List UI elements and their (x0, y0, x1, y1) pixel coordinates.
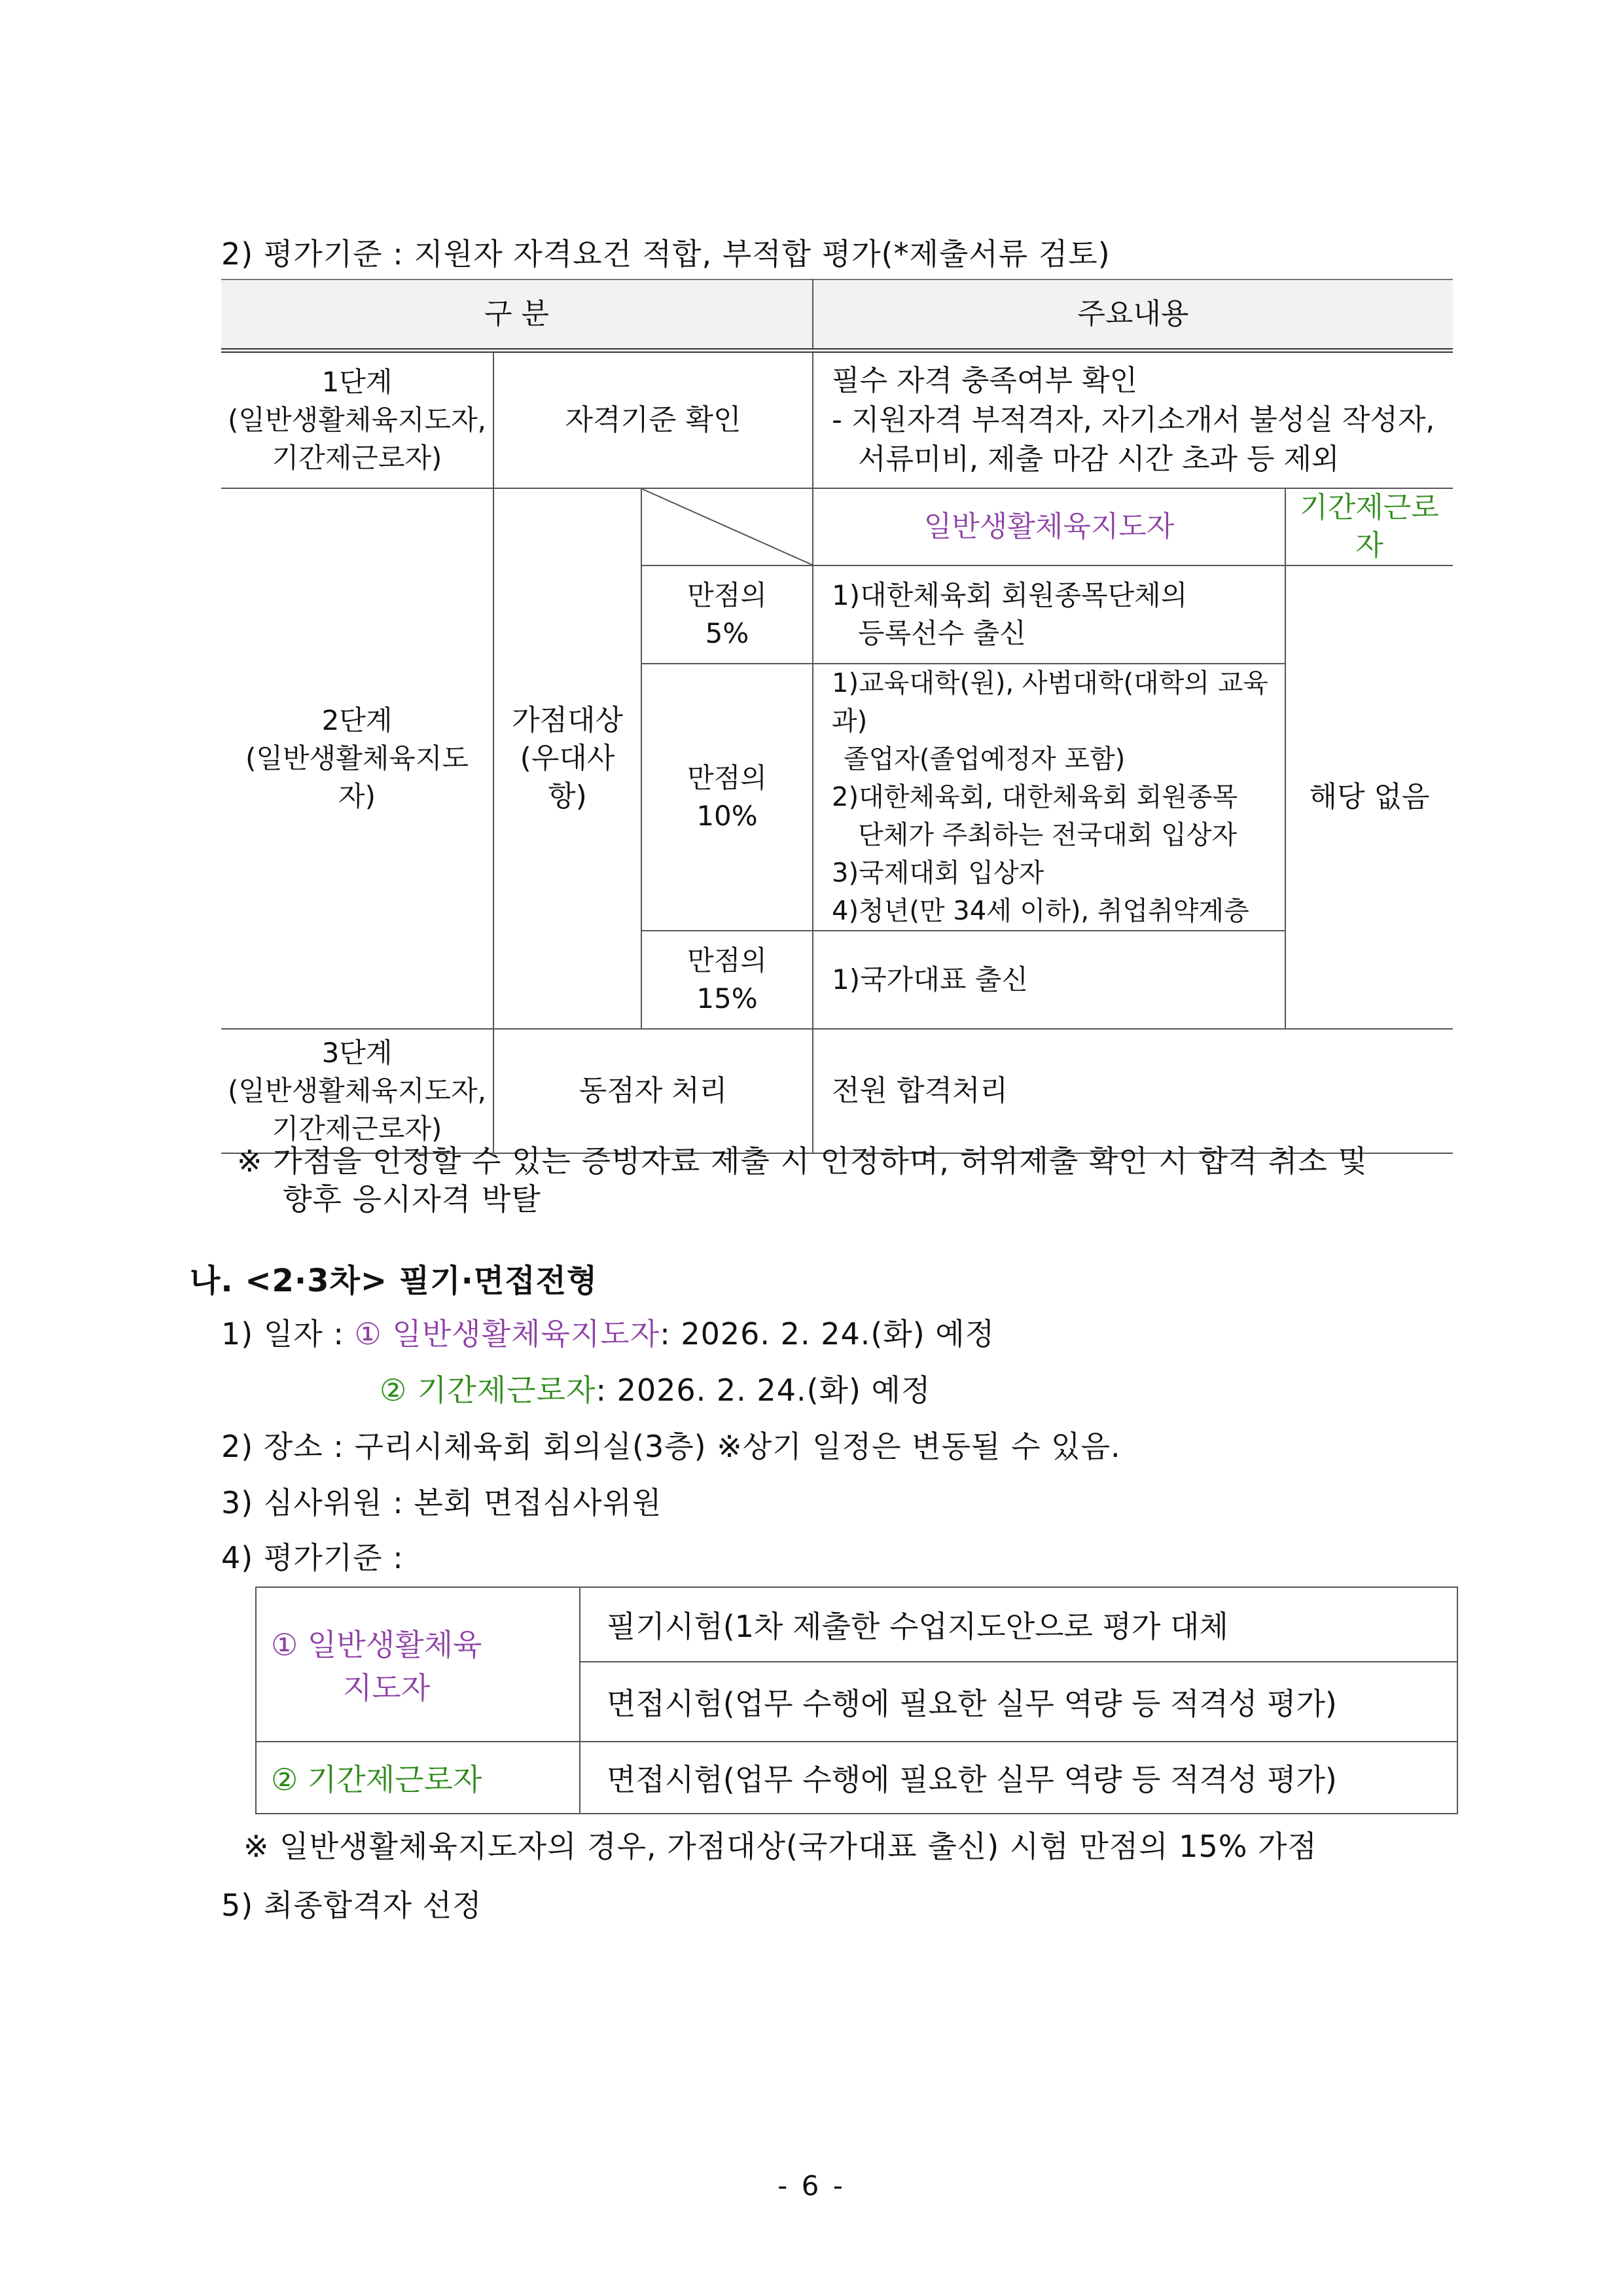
stage1-title: 1단계 (321, 365, 393, 398)
score-10-item3: 2)대한체육회, 대한체육회 회원종목 (832, 781, 1238, 812)
date-item (221, 1310, 995, 1354)
note1-line1: ※ 가점을 인정할 수 있는 증빙자료 제출 시 인정하며, 허위제출 확인 시 합격 취소 및 (237, 1143, 1368, 1179)
score-10-line2: 10% (696, 799, 758, 832)
score-10-line1: 만점의 (687, 761, 767, 794)
score-15-line1: 만점의 (687, 944, 767, 977)
diagonal-cell (641, 488, 813, 565)
stage1-label (221, 351, 493, 488)
stage2-category-line2: (우대사항) (520, 741, 615, 813)
score-5-line2: 5% (705, 617, 749, 649)
contract-label: ② 기간제근로자 (256, 1742, 580, 1814)
score-5-line1: 만점의 (687, 579, 767, 611)
score-10-item1: 1)교육대학(원), 사범대학(대학의 교육과) (832, 668, 1268, 736)
interview-test-instructor: 면접시험(업무 수행에 필요한 실무 역량 등 적격성 평가) (580, 1662, 1457, 1742)
date-contract-value: : 2026. 2. 24.(화) 예정 (596, 1372, 931, 1408)
final-selection-item: 5) 최종합격자 선정 (221, 1888, 482, 1923)
contract-row (256, 1742, 1457, 1814)
place-item: 2) 장소 : 구리시체육회 회의실(3층) ※상기 일정은 변동될 수 있음. (221, 1429, 1121, 1464)
score-15-content (813, 931, 1285, 1029)
stage3-content: 전원 합격처리 (813, 1029, 1453, 1153)
stage3-title: 3단계 (321, 1036, 393, 1069)
contract-value: 해당 없음 (1285, 565, 1453, 1029)
score-10-item4: 단체가 주최하는 전국대회 입상자 (858, 819, 1238, 850)
stage2-title: 2단계 (321, 704, 393, 736)
date-item-contract (380, 1367, 931, 1410)
stage1-sub1: (일반생활체육지도자, (228, 403, 486, 436)
score-10-item6: 4)청년(만 34세 이하), 취업취약계층 (832, 895, 1249, 926)
instructor-label-line2: 지도자 (343, 1670, 431, 1706)
stage3-sub1: (일반생활체육지도자, (228, 1074, 486, 1107)
header-category: 구 분 (221, 279, 813, 351)
stage1-category: 자격기준 확인 (493, 351, 813, 488)
score-15-item1: 1)국가대표 출신 (832, 963, 1028, 996)
stage2-label (221, 488, 493, 1029)
stage1-content (813, 351, 1453, 488)
stage1-row (221, 351, 1453, 488)
instructor-label (256, 1587, 580, 1742)
criteria-item: 4) 평가기준 : (221, 1540, 404, 1575)
score-10-item5: 3)국제대회 입상자 (832, 857, 1044, 888)
stage1-line2: - 지원자격 부적격자, 자기소개서 불성실 작성자, (832, 403, 1435, 437)
score-10-label (641, 664, 813, 931)
col-instructor: 일반생활체육지도자 (813, 488, 1285, 565)
date-prefix: 1) 일자 : (221, 1316, 355, 1352)
note1-line2: 향후 응시자격 박탈 (283, 1181, 541, 1217)
date-contract-label: ② 기간제근로자 (380, 1372, 596, 1408)
stage3-row (221, 1029, 1453, 1153)
written-test: 필기시험(1차 제출한 수업지도안으로 평가 대체 (580, 1587, 1457, 1662)
stage2-col-header-row (221, 488, 1453, 565)
stage1-line1: 필수 자격 충족여부 확인 (832, 363, 1137, 397)
score-10-content (813, 664, 1285, 931)
interview-test-contract: 면접시험(업무 수행에 필요한 실무 역량 등 적격성 평가) (580, 1742, 1457, 1814)
date-instructor-label: ① 일반생활체육지도자 (354, 1316, 660, 1352)
header-content: 주요내용 (813, 279, 1453, 351)
score-5-item1: 1)대한체육회 회원종목단체의 (832, 579, 1188, 611)
instructor-row-1 (256, 1587, 1457, 1662)
date-instructor-value: : 2026. 2. 24.(화) 예정 (660, 1316, 995, 1352)
score-10-item2: 졸업자(졸업예정자 포함) (844, 744, 1126, 774)
score-15-label (641, 931, 813, 1029)
stage3-category: 동점자 처리 (493, 1029, 813, 1153)
score-5-content (813, 565, 1285, 664)
stage2-category-line1: 가점대상 (511, 703, 623, 737)
score-5-label (641, 565, 813, 664)
stage2-category (493, 488, 641, 1029)
interview-table (255, 1587, 1458, 1814)
section-na-heading: 나. <2·3차> 필기·면접전형 (190, 1263, 598, 1299)
stage1-sub2: 기간제근로자) (272, 441, 442, 474)
col-contract: 기간제근로자 (1285, 488, 1453, 565)
stage3-label (221, 1029, 493, 1153)
instructor-label-line1: ① 일반생활체육 (271, 1627, 482, 1662)
stage3-sub2: 기간제근로자) (272, 1112, 442, 1145)
evaluation-table (221, 279, 1453, 1154)
criteria-heading: 2) 평가기준 : 지원자 자격요건 적합, 부적합 평가(*제출서류 검토) (221, 236, 1111, 272)
page-number: - 6 - (777, 2170, 846, 2202)
note2: ※ 일반생활체육지도자의 경우, 가점대상(국가대표 출신) 시험 만점의 15% 가점 (243, 1829, 1317, 1864)
stage2-sub: (일반생활체육지도자) (245, 742, 469, 812)
score-15-line2: 15% (696, 982, 758, 1014)
score-5-item2: 등록선수 출신 (858, 617, 1026, 649)
table-header-row (221, 279, 1453, 351)
stage1-line3: 서류미비, 제출 마감 시간 초과 등 제외 (858, 442, 1340, 476)
judges-item: 3) 심사위원 : 본회 면접심사위원 (221, 1485, 662, 1520)
